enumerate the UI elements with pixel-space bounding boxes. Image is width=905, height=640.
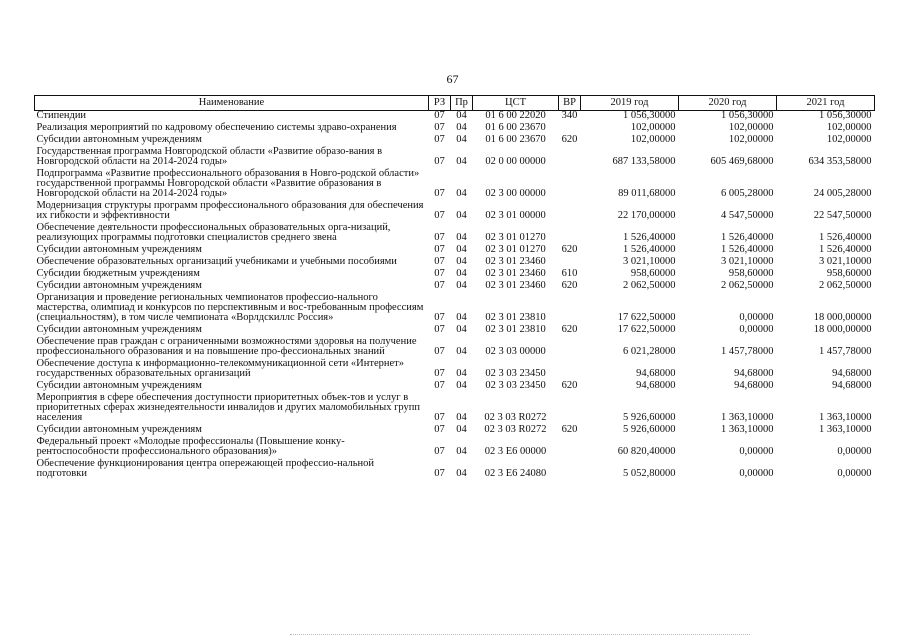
cell-y2020: 3 021,10000: [721, 256, 774, 267]
budget-table: [34, 95, 875, 481]
cell-cst: 02 3 03 23450: [485, 368, 546, 379]
cell-y2020: 1 526,40000: [721, 232, 774, 243]
header-2019: 2019 год: [581, 96, 679, 111]
cell-vr: 620: [561, 280, 578, 291]
cell-y2020: 0,00000: [739, 324, 774, 335]
cell-y2020: 1 526,40000: [721, 244, 774, 255]
header-vr: ВР: [559, 96, 581, 111]
cell-name: Обеспечение деятельности профессиональных образовательных орга-низаций, реализующих программы подготовки специалистов среднего звена: [36, 222, 391, 243]
cell-rz: 07: [434, 312, 445, 323]
cell-vr: [559, 223, 581, 245]
table-row: [35, 201, 875, 223]
table-body: [35, 111, 875, 482]
cell-y2021: 2 062,50000: [819, 280, 872, 291]
cell-y2019: 94,68000: [636, 368, 676, 379]
cell-pr: 04: [456, 424, 467, 435]
cell-y2021: 24 005,28000: [813, 188, 872, 199]
cell-cst: 02 3 01 23460: [485, 268, 546, 279]
cell-y2019: 60 820,40000: [617, 446, 676, 457]
cell-y2019: 1 056,30000: [623, 110, 676, 121]
cell-name: Организация и проведение региональных чемпионатов профессио-нального мастерства, олимпиад и конкурсов по перспективным и вос-требованным профессиям (специальностям), в том числе чемпионата «Ворлдскиллс Россия»: [36, 292, 424, 323]
cell-cst: 01 6 00 23670: [485, 122, 546, 133]
cell-name: Модернизация структуры программ профессионального образования для обеспечения их гибкости и эффективности: [36, 200, 424, 221]
header-name: Наименование: [35, 96, 429, 111]
cell-y2021: 1 363,10000: [819, 424, 872, 435]
cell-y2019: 6 021,28000: [623, 346, 676, 357]
cell-y2021: 0,00000: [837, 446, 872, 457]
cell-pr: 04: [456, 446, 467, 457]
cell-y2019: 89 011,68000: [618, 188, 676, 199]
cell-cst: 02 3 E6 00000: [484, 446, 547, 457]
cell-name: Субсидии автономным учреждениям: [36, 280, 202, 291]
cell-pr: 04: [456, 368, 467, 379]
cell-vr: [559, 459, 581, 481]
cell-pr: 04: [456, 280, 467, 291]
cell-y2019: 2 062,50000: [623, 280, 676, 291]
cell-y2019: 17 622,50000: [617, 312, 676, 323]
cell-y2021: 18 000,00000: [813, 312, 872, 323]
cell-pr: 04: [456, 244, 467, 255]
cell-y2021: 1 457,78000: [819, 346, 872, 357]
cell-rz: 07: [434, 324, 445, 335]
cell-y2019: 1 526,40000: [623, 244, 676, 255]
cell-y2021: 3 021,10000: [819, 256, 872, 267]
cell-y2021: 1 056,30000: [819, 110, 872, 121]
cell-y2021: 958,60000: [826, 268, 872, 279]
table-row: [35, 147, 875, 169]
cell-y2020: 102,00000: [728, 122, 774, 133]
cell-rz: 07: [434, 232, 445, 243]
cell-cst: 01 6 00 22020: [485, 110, 546, 121]
header-2020: 2020 год: [679, 96, 777, 111]
cell-cst: 02 3 01 23810: [485, 324, 546, 335]
cell-pr: 04: [456, 412, 467, 423]
cell-y2020: 1 457,78000: [721, 346, 774, 357]
cell-y2019: 958,60000: [630, 268, 676, 279]
cell-pr: 04: [456, 346, 467, 357]
cell-rz: 07: [434, 280, 445, 291]
cell-y2021: 1 363,10000: [819, 412, 872, 423]
cell-cst: 02 3 03 R0272: [484, 412, 547, 423]
cell-vr: [559, 359, 581, 381]
table-row: [35, 337, 875, 359]
table-header-row: [35, 96, 875, 111]
cell-y2019: 3 021,10000: [623, 256, 676, 267]
cell-y2021: 634 353,58000: [808, 156, 872, 167]
cell-y2020: 102,00000: [728, 134, 774, 145]
cell-y2019: 687 133,58000: [612, 156, 676, 167]
table-row: [35, 293, 875, 325]
cell-y2019: 1 526,40000: [623, 232, 676, 243]
cell-name: Подпрограмма «Развитие профессионального образования в Новго-родской области» государственной программы Новгородской области «Развитие образования в Новгородской области на 2014-2024 годы»: [36, 168, 420, 199]
cell-y2021: 1 526,40000: [819, 244, 872, 255]
table-row: [35, 359, 875, 381]
cell-name: Государственная программа Новгородской области «Развитие образо-вания в Новгородской области на 2014-2024 годы»: [36, 146, 383, 167]
cell-cst: 02 3 01 23460: [485, 280, 546, 291]
cell-rz: 07: [434, 110, 445, 121]
cell-cst: 02 3 01 00000: [485, 210, 546, 221]
cell-y2019: 102,00000: [630, 134, 676, 145]
cell-y2021: 94,68000: [832, 380, 872, 391]
cell-y2021: 102,00000: [826, 122, 872, 133]
cell-rz: 07: [434, 380, 445, 391]
cell-y2019: 5 926,60000: [623, 412, 676, 423]
header-2021: 2021 год: [777, 96, 875, 111]
cell-cst: 02 3 00 00000: [485, 188, 546, 199]
cell-y2021: 22 547,50000: [813, 210, 872, 221]
cell-vr: 340: [561, 110, 578, 121]
cell-cst: 02 3 03 23450: [485, 380, 546, 391]
cell-name: Федеральный проект «Молодые профессионалы (Повышение конку-рентоспособности профессионального образования)»: [36, 436, 345, 457]
cell-name: Обеспечение доступа к информационно-телекоммуникационной сети «Интернет» государственных образовательных организаций: [36, 358, 405, 379]
cell-pr: 04: [456, 268, 467, 279]
cell-pr: 04: [456, 110, 467, 121]
cell-y2020: 6 005,28000: [721, 188, 774, 199]
cell-y2019: 17 622,50000: [617, 324, 676, 335]
cell-pr: 04: [456, 324, 467, 335]
cell-cst: 02 3 01 01270: [485, 244, 546, 255]
cell-rz: 07: [434, 122, 445, 133]
cell-y2020: 1 363,10000: [721, 424, 774, 435]
cell-rz: 07: [434, 346, 445, 357]
cell-y2020: 0,00000: [739, 312, 774, 323]
cell-name: Субсидии автономным учреждениям: [36, 380, 202, 391]
cell-vr: [559, 393, 581, 425]
cell-vr: 620: [561, 424, 578, 435]
cell-pr: 04: [456, 256, 467, 267]
cell-y2021: 102,00000: [826, 134, 872, 145]
table-row: [35, 459, 875, 481]
cell-rz: 07: [434, 368, 445, 379]
cell-pr: 04: [456, 134, 467, 145]
header-rz: РЗ: [429, 96, 451, 111]
table-row: [35, 223, 875, 245]
cell-pr: 04: [456, 312, 467, 323]
cell-y2019: 94,68000: [636, 380, 676, 391]
cell-name: Субсидии автономным учреждениям: [36, 244, 202, 255]
cell-pr: 04: [456, 156, 467, 167]
cell-y2019: 22 170,00000: [617, 210, 676, 221]
cell-y2020: 4 547,50000: [721, 210, 774, 221]
cell-vr: 610: [561, 268, 578, 279]
cell-name: Мероприятия в сфере обеспечения доступности приоритетных объек-тов и услуг в приоритетных сферах жизнедеятельности инвалидов и других маломобильных групп населения: [36, 392, 420, 423]
cell-vr: 620: [561, 134, 578, 145]
cell-vr: [559, 293, 581, 325]
cell-pr: 04: [456, 188, 467, 199]
cell-rz: 07: [434, 188, 445, 199]
cell-name: Субсидии автономным учреждениям: [36, 324, 202, 335]
cell-name: Обеспечение образовательных организаций учебниками и учебными пособиями: [36, 256, 397, 267]
cell-cst: 02 3 01 23460: [485, 256, 546, 267]
cell-rz: 07: [434, 468, 445, 479]
cell-vr: [559, 437, 581, 459]
cell-rz: 07: [434, 256, 445, 267]
cell-rz: 07: [434, 268, 445, 279]
table-row: [35, 437, 875, 459]
cell-y2020: 1 363,10000: [721, 412, 774, 423]
cell-vr: 620: [561, 244, 578, 255]
cell-vr: [559, 201, 581, 223]
header-cst: ЦСТ: [473, 96, 559, 111]
cell-name: Субсидии бюджетным учреждениям: [36, 268, 200, 279]
cell-rz: 07: [434, 210, 445, 221]
cell-y2020: 94,68000: [734, 368, 774, 379]
cell-cst: 02 3 E6 24080: [484, 468, 547, 479]
cell-y2019: 5 926,60000: [623, 424, 676, 435]
cell-y2021: 18 000,00000: [813, 324, 872, 335]
cell-y2020: 605 469,68000: [710, 156, 774, 167]
cell-y2021: 94,68000: [832, 368, 872, 379]
cell-rz: 07: [434, 446, 445, 457]
scan-artifact-line: [290, 634, 750, 636]
cell-rz: 07: [434, 244, 445, 255]
cell-cst: 02 3 01 01270: [485, 232, 546, 243]
cell-name: Стипендии: [36, 110, 87, 121]
table-row: [35, 393, 875, 425]
cell-pr: 04: [456, 468, 467, 479]
cell-vr: [559, 337, 581, 359]
cell-name: Обеспечение прав граждан с ограниченными возможностями здоровья на получение профессионального образования и на повышение про-фессиональных знаний: [36, 336, 417, 357]
cell-pr: 04: [456, 122, 467, 133]
cell-name: Обеспечение функционирования центра опережающей профессио-нальной подготовки: [36, 458, 375, 479]
cell-rz: 07: [434, 134, 445, 145]
cell-vr: 620: [561, 324, 578, 335]
cell-rz: 07: [434, 156, 445, 167]
cell-pr: 04: [456, 380, 467, 391]
cell-y2020: 2 062,50000: [721, 280, 774, 291]
header-pr: Пр: [451, 96, 473, 111]
cell-name: Субсидии автономным учреждениям: [36, 424, 202, 435]
cell-pr: 04: [456, 232, 467, 243]
cell-rz: 07: [434, 424, 445, 435]
cell-cst: 02 0 00 00000: [485, 156, 546, 167]
cell-y2020: 94,68000: [734, 380, 774, 391]
cell-cst: 01 6 00 23670: [485, 134, 546, 145]
cell-cst: 02 3 03 00000: [485, 346, 546, 357]
cell-cst: 02 3 01 23810: [485, 312, 546, 323]
cell-name: Субсидии автономным учреждениям: [36, 134, 202, 145]
cell-y2020: 0,00000: [739, 468, 774, 479]
cell-y2021: 1 526,40000: [819, 232, 872, 243]
cell-pr: 04: [456, 210, 467, 221]
cell-vr: 620: [561, 380, 578, 391]
cell-y2019: 5 052,80000: [623, 468, 676, 479]
cell-vr: [559, 147, 581, 169]
cell-y2020: 1 056,30000: [721, 110, 774, 121]
page-number: 67: [446, 72, 459, 86]
cell-y2020: 958,60000: [728, 268, 774, 279]
cell-rz: 07: [434, 412, 445, 423]
table-row: [35, 169, 875, 201]
cell-y2019: 102,00000: [630, 122, 676, 133]
cell-vr: [559, 169, 581, 201]
cell-cst: 02 3 03 R0272: [484, 424, 547, 435]
cell-y2021: 0,00000: [837, 468, 872, 479]
cell-y2020: 0,00000: [739, 446, 774, 457]
cell-name: Реализация мероприятий по кадровому обеспечению системы здраво-охранения: [36, 122, 397, 133]
